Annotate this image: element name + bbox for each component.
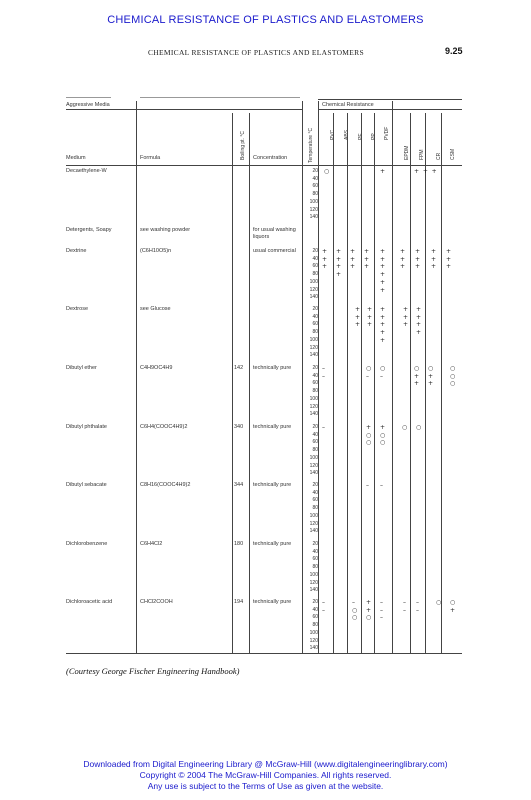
vrule-abs xyxy=(347,113,348,653)
col-material-pp: PP xyxy=(371,133,377,140)
vrule-pvc xyxy=(333,113,334,653)
vrule-pvdf xyxy=(392,101,393,653)
resistance-mark: + + + xyxy=(415,248,421,271)
vrule-concentration xyxy=(249,113,250,653)
vrule-formula xyxy=(136,101,137,653)
resistance-mark: – xyxy=(366,482,369,489)
resistance-mark: + + + + xyxy=(416,306,422,337)
resistance-mark: + + + xyxy=(403,306,409,329)
resistance-mark: + ○ ○ xyxy=(380,424,386,447)
row-temperatures: 20 40 60 80 100 120 140 xyxy=(309,365,318,418)
row-formula: C6H4(COOC4H9)2 xyxy=(140,424,188,430)
row-temperatures: 20 40 60 80 100 120 140 xyxy=(309,248,318,301)
resistance-mark: ○ ○ ○ xyxy=(450,365,456,388)
row-concentration: usual commercial xyxy=(253,248,296,254)
row-medium: Dibutyl ether xyxy=(66,365,97,371)
row-formula: (C6H10O5)n xyxy=(140,248,172,254)
row-formula: see washing powder xyxy=(140,227,191,233)
row-formula: C4H9OC4H9 xyxy=(140,365,173,371)
row-concentration: technically pure xyxy=(253,599,292,605)
column-header-bottom-rule xyxy=(66,165,462,166)
row-medium: Dichloroacetic acid xyxy=(66,599,113,605)
vrule-pp xyxy=(374,113,375,653)
row-medium: Dextrose xyxy=(66,306,89,312)
resistance-mark: ○ xyxy=(416,424,422,431)
resistance-mark: – – – xyxy=(380,599,383,622)
col-formula: Formula xyxy=(140,155,161,161)
resistance-mark: + + + xyxy=(446,248,452,271)
row-medium: Decaethylene-W xyxy=(66,168,107,174)
row-temperatures: 20 40 60 80 100 120 140 xyxy=(309,599,318,652)
col-temperature: Temperature °C xyxy=(308,127,314,163)
resistance-mark: – – xyxy=(416,599,419,614)
table-bottom-rule xyxy=(66,653,462,654)
row-boiling: 344 xyxy=(234,482,244,488)
row-concentration: technically pure xyxy=(253,365,292,371)
col-boiling-point: Boiling pt. °C xyxy=(240,131,246,160)
resistance-mark: – xyxy=(322,424,325,431)
group-aggressive-media: Aggressive Media xyxy=(66,102,110,108)
resistance-mark: + + + xyxy=(350,248,356,271)
resistance-mark: ○ + + xyxy=(428,365,434,388)
row-temperatures: 20 40 60 80 100 120 140 xyxy=(309,306,318,359)
row-temperatures: 20 40 60 80 100 120 140 xyxy=(309,482,318,535)
header-rule-right xyxy=(318,99,462,100)
resistance-mark: ○ + + xyxy=(414,365,420,388)
col-material-csm: CSM xyxy=(450,148,456,160)
footer-copyright-line: Copyright © 2004 The McGraw-Hill Companies. All rights reserved. xyxy=(139,770,392,780)
row-medium: Dichlorobenzene xyxy=(66,541,108,547)
vrule-cr xyxy=(441,113,442,653)
resistance-mark: + + + xyxy=(355,306,361,329)
row-formula: C6H4Cl2 xyxy=(140,541,163,547)
col-medium: Medium xyxy=(66,155,86,161)
resistance-mark: + xyxy=(380,168,386,175)
download-footer xyxy=(0,759,531,792)
row-boiling: 142 xyxy=(234,365,244,371)
resistance-mark: + + + + xyxy=(336,248,342,279)
resistance-mark: + ○ ○ xyxy=(366,424,372,447)
row-medium: Dibutyl phthalate xyxy=(66,424,107,430)
resistance-mark: + + + xyxy=(431,248,437,271)
resistance-mark: + + + xyxy=(400,248,406,271)
col-material-pvdf: PVDF xyxy=(384,126,390,140)
col-material-fpm: FPM xyxy=(419,149,425,160)
row-formula: CHCl2COOH xyxy=(140,599,173,605)
resistance-mark: + + + + + xyxy=(380,306,386,344)
running-head: CHEMICAL RESISTANCE OF PLASTICS AND ELASTOMERS xyxy=(148,48,364,57)
page-banner-title: CHEMICAL RESISTANCE OF PLASTICS AND ELASTOMERS xyxy=(107,14,424,26)
row-boiling: 340 xyxy=(234,424,244,430)
resistance-mark: – – xyxy=(322,365,325,380)
resistance-mark: + + + xyxy=(367,306,373,329)
col-material-cr: CR xyxy=(436,152,442,160)
vrule-epdm xyxy=(410,113,411,653)
resistance-mark: + + + xyxy=(322,248,328,271)
footer-terms-line: Any use is subject to the Terms of Use as given at the website. xyxy=(147,781,384,791)
resistance-mark: + + + xyxy=(414,168,437,175)
resistance-mark: – xyxy=(380,482,383,489)
row-concentration: technically pure xyxy=(253,541,292,547)
col-concentration: Concentration xyxy=(253,155,288,161)
row-boiling: 194 xyxy=(234,599,244,605)
resistance-mark: ○ xyxy=(402,424,408,431)
row-concentration: technically pure xyxy=(253,482,292,488)
resistance-mark: – – xyxy=(403,599,406,614)
resistance-mark: + + + + + + xyxy=(380,248,386,294)
resistance-mark: + + + xyxy=(364,248,370,271)
row-boiling: 180 xyxy=(234,541,244,547)
resistance-mark: + + ○ xyxy=(366,599,372,622)
vrule-boiling xyxy=(232,113,233,653)
header-rule-left xyxy=(66,97,111,98)
resistance-mark: ○ + xyxy=(450,599,456,614)
group-chemical-resistance: Chemical Resistance xyxy=(322,102,374,108)
row-temperatures: 20 40 60 80 100 120 140 xyxy=(309,168,318,221)
col-material-epdm: EPDM xyxy=(404,145,410,160)
row-temperatures: 20 40 60 80 100 120 140 xyxy=(309,424,318,477)
row-medium: Dextrine xyxy=(66,248,87,254)
vrule-fpm xyxy=(425,113,426,653)
row-concentration: technically pure xyxy=(253,424,292,430)
resistance-mark: ○ xyxy=(324,168,330,175)
page-number: 9.25 xyxy=(445,46,463,56)
resistance-mark: ○ – xyxy=(380,365,386,380)
row-medium: Dibutyl sebacate xyxy=(66,482,107,488)
resistance-mark: – ○ ○ xyxy=(352,599,358,622)
resistance-mark: – – xyxy=(322,599,325,614)
col-material-pe: PE xyxy=(358,133,364,140)
chemical-resistance-underline xyxy=(318,109,462,110)
header-rule-mid xyxy=(140,97,300,98)
row-formula: see Glucose xyxy=(140,306,171,312)
row-concentration: for usual washing liquors xyxy=(253,227,296,240)
footer-link-line[interactable]: Downloaded from Digital Engineering Library @ McGraw-Hill (www.digitalengineeringlibrary.com) xyxy=(83,759,448,769)
resistance-mark: ○ xyxy=(436,599,442,606)
aggressive-media-underline xyxy=(66,109,302,110)
vrule-pe xyxy=(361,113,362,653)
col-material-abs: ABS xyxy=(344,129,350,140)
col-material-pvc: PVC xyxy=(330,129,336,140)
resistance-mark: ○ – xyxy=(366,365,372,380)
vrule-temperature xyxy=(302,101,303,653)
vrule-resistance xyxy=(318,101,319,653)
row-temperatures: 20 40 60 80 100 120 140 xyxy=(309,541,318,594)
row-formula: C8H16(COOC4H9)2 xyxy=(140,482,191,488)
row-medium: Detergents, Soapy xyxy=(66,227,112,233)
courtesy-note: (Courtesy George Fischer Engineering Handbook) xyxy=(66,666,240,676)
